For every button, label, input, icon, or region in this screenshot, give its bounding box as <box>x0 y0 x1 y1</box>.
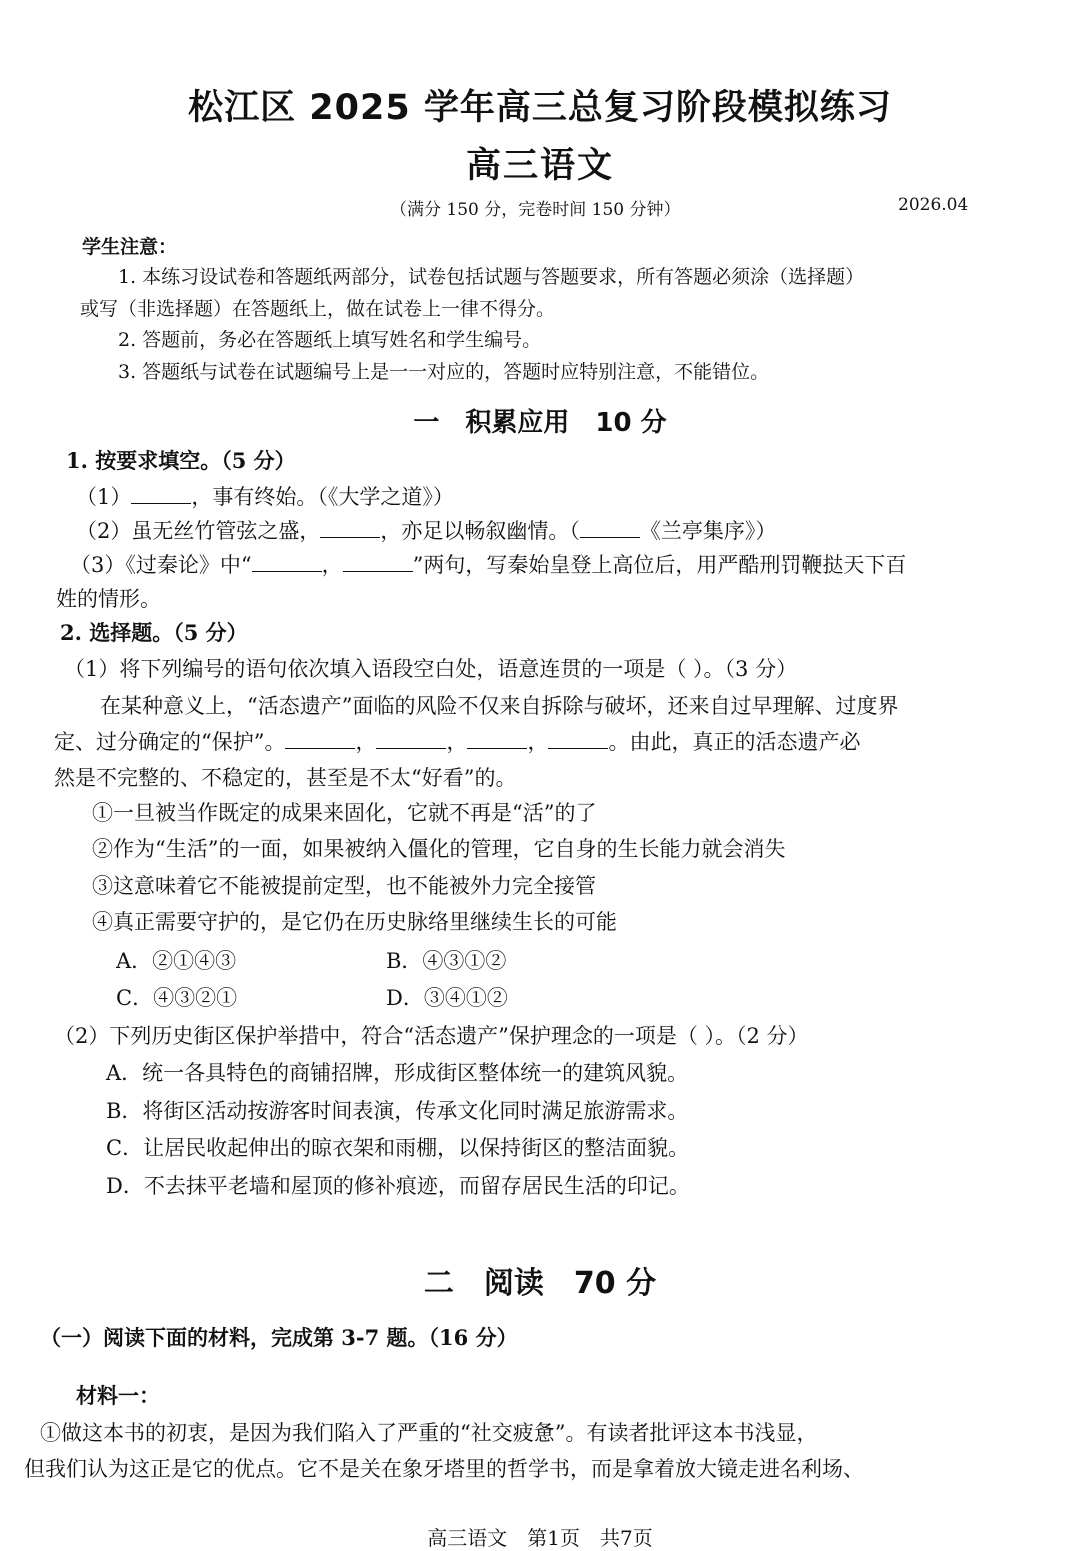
exam-date: 2026.04 <box>898 195 969 215</box>
passage-sep: ， <box>446 730 468 755</box>
exam-title: 松江区 2025 学年高三总复习阶段模拟练习 <box>188 88 892 128</box>
answer-blank <box>580 515 640 538</box>
option-2b: B．将街区活动按游客时间表演，传承文化同时满足旅游需求。 <box>106 1099 689 1123</box>
answer-blank <box>131 481 191 504</box>
option-2c: C．让居民收起伸出的晾衣架和雨棚，以保持街区的整洁面貌。 <box>106 1136 690 1160</box>
notice-item-1-cont: 或写（非选择题）在答题纸上，做在试卷上一律不得分。 <box>80 298 556 320</box>
sentence-3: ③这意味着它不能被提前定型，也不能被外力完全接管 <box>92 874 596 898</box>
option-d: D．③④①② <box>386 986 508 1010</box>
q1-p2-mid: ，亦足以畅叙幽情。（ <box>380 519 580 544</box>
part-1-heading: （一）阅读下面的材料，完成第 3-7 题。（16 分） <box>40 1325 518 1350</box>
material-line-1: ①做这本书的初衷，是因为我们陷入了严重的“社交疲惫”。有读者批评这本书浅显， <box>40 1421 818 1445</box>
section-1-title: 一 积累应用 10 分 <box>413 408 667 438</box>
q1-p3-comma: ， <box>321 553 343 578</box>
section-2-title: 二 阅读 70 分 <box>423 1266 657 1301</box>
material-line-2: 但我们认为这正是它的优点。它不是关在象牙塔里的哲学书，而是拿着放大镜走进名利场、 <box>24 1457 864 1481</box>
option-2d: D．不去抹平老墙和屋顶的修补痕迹，而留存居民生活的印记。 <box>106 1174 690 1198</box>
material-label: 材料一： <box>76 1383 160 1408</box>
passage-line-2-pre: 定、过分确定的“保护”。 <box>54 730 286 755</box>
answer-blank <box>320 515 380 538</box>
q1-p3-pre: （3）《过秦论》中“ <box>70 553 252 578</box>
passage-sep: ， <box>527 730 549 755</box>
q1-part-3 <box>70 549 906 579</box>
q2-stem: 2. 选择题。（5 分） <box>60 620 248 645</box>
answer-blank <box>285 726 355 749</box>
q1-p2-post: 《兰亭集序》） <box>639 519 777 544</box>
subject-title: 高三语文 <box>465 146 614 186</box>
q1-part-3-cont: 姓的情形。 <box>56 587 161 611</box>
option-2a: A．统一各具特色的商铺招牌，形成街区整体统一的建筑风貌。 <box>106 1061 689 1085</box>
page-footer: 高三语文 第1页 共7页 <box>427 1526 653 1550</box>
notice-heading: 学生注意： <box>82 236 178 258</box>
notice-item-3: 3. 答题纸与试卷在试题编号上是一一对应的，答题时应特别注意，不能错位。 <box>118 361 770 383</box>
q1-part-1 <box>76 481 454 511</box>
q1-p1-pre: （1） <box>76 485 132 510</box>
q2-sub-1: （1）将下列编号的语句依次填入语段空白处，语意连贯的一项是（ ）。（3 分） <box>64 657 798 681</box>
answer-blank <box>343 549 413 572</box>
q1-p1-post: ，事有终始。（《大学之道》） <box>191 485 454 510</box>
passage-line-3: 然是不完整的、不稳定的，甚至是不太“好看”的。 <box>54 766 517 790</box>
q1-p3-post: ”两句，写秦始皇登上高位后，用严酷刑罚鞭挞天下百 <box>412 553 907 578</box>
option-b: B．④③①② <box>386 949 507 973</box>
sentence-4: ④真正需要守护的，是它仍在历史脉络里继续生长的可能 <box>92 910 617 934</box>
passage-line-1: 在某种意义上，“活态遗产”面临的风险不仅来自拆除与破坏，还来自过早理解、过度界 <box>100 694 899 718</box>
option-c: C．④③②① <box>116 986 238 1010</box>
passage-line-2 <box>54 726 860 756</box>
answer-blank <box>252 549 322 572</box>
q2-sub-2: （2）下列历史街区保护举措中，符合“活态遗产”保护理念的一项是（ ）。（2 分） <box>54 1024 809 1048</box>
passage-sep: ， <box>355 730 377 755</box>
notice-item-1: 1. 本练习设试卷和答题纸两部分，试卷包括试题与答题要求，所有答题必须涂（选择题） <box>118 266 865 288</box>
q1-stem: 1. 按要求填空。（5 分） <box>66 448 296 473</box>
q1-p2-pre: （2）虽无丝竹管弦之盛， <box>76 519 321 544</box>
answer-blank <box>376 726 446 749</box>
exam-meta: （满分 150 分，完卷时间 150 分钟） <box>390 200 681 220</box>
sentence-2: ②作为“生活”的一面，如果被纳入僵化的管理，它自身的生长能力就会消失 <box>92 837 786 861</box>
sentence-1: ①一旦被当作既定的成果来固化，它就不再是“活”的了 <box>92 801 597 825</box>
answer-blank <box>548 726 608 749</box>
passage-line-2-post: 。由此，真正的活态遗产必 <box>608 730 861 755</box>
q1-part-2 <box>76 515 776 545</box>
notice-item-2: 2. 答题前，务必在答题纸上填写姓名和学生编号。 <box>118 329 542 351</box>
answer-blank <box>467 726 527 749</box>
option-a: A．②①④③ <box>116 949 237 973</box>
